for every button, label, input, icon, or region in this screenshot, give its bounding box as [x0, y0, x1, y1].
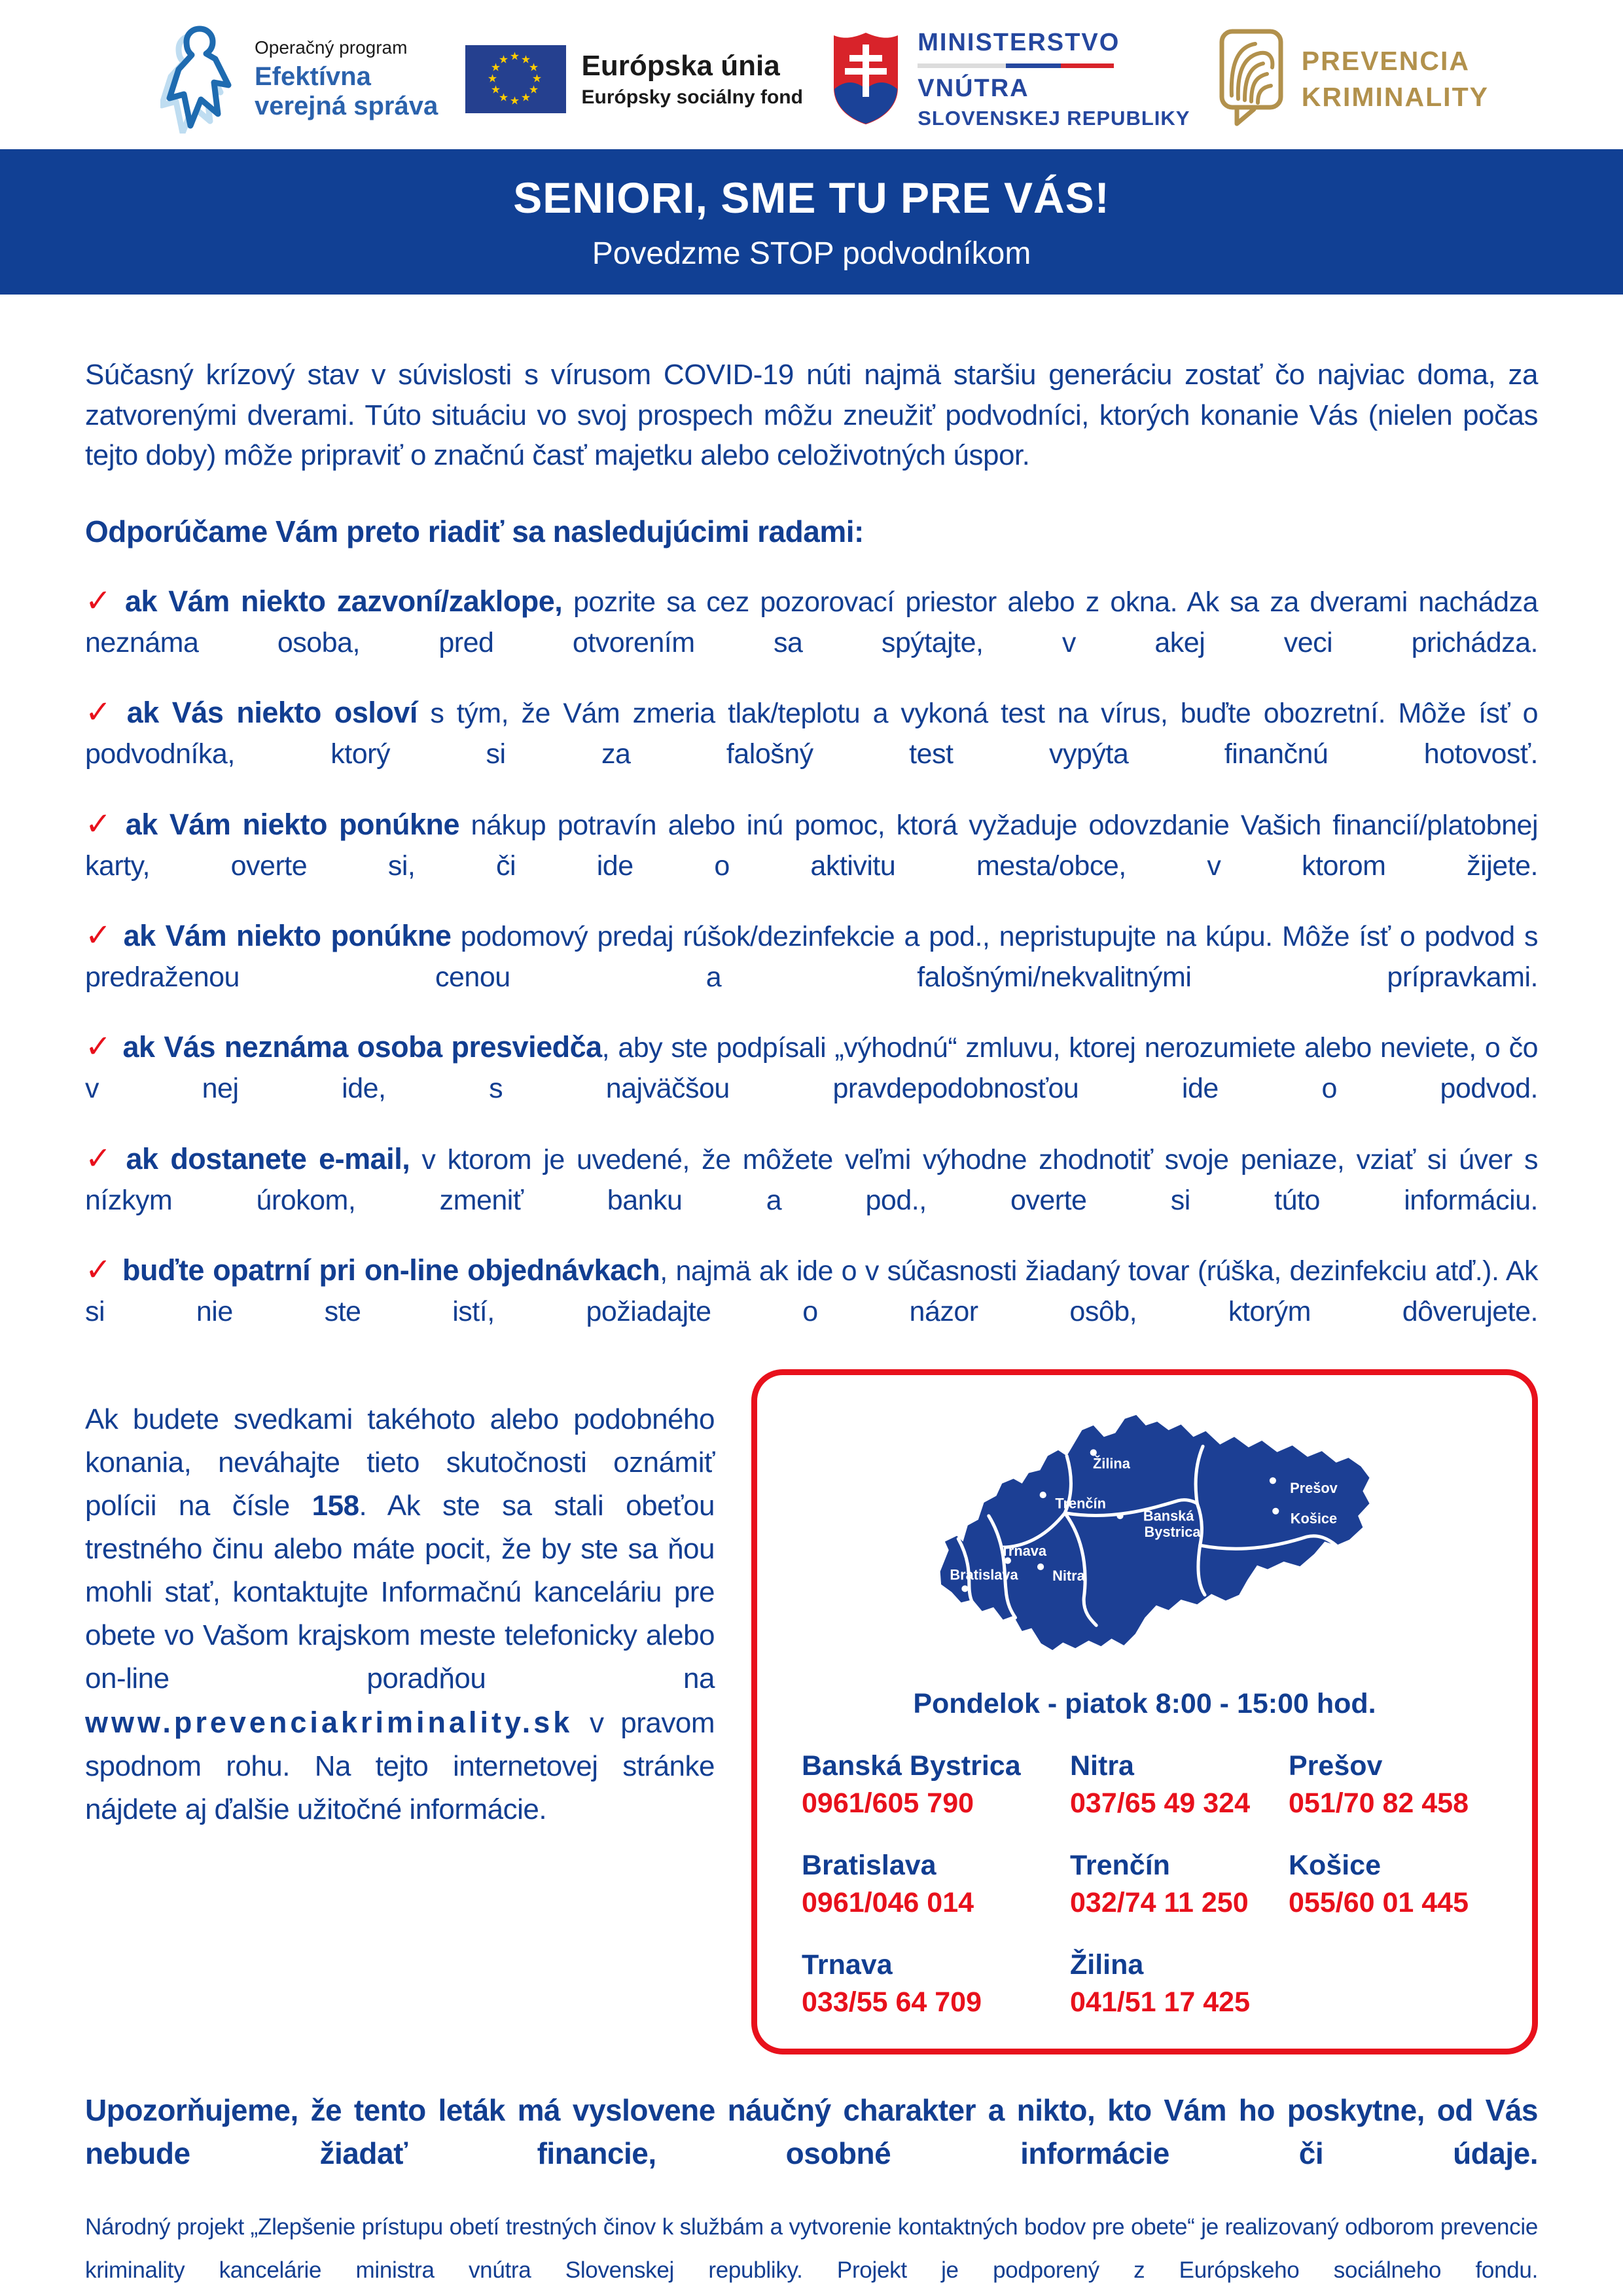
eu-text: [582, 50, 803, 109]
slovak-crest-icon: [830, 29, 902, 130]
contact-entry: [802, 1750, 1050, 1820]
contact-city: Trenčín: [1070, 1849, 1170, 1881]
advice-item: [85, 1025, 1538, 1108]
operational-program-logo: [160, 22, 438, 137]
map-city-label: Košice: [1290, 1511, 1337, 1528]
advice-item: [85, 579, 1538, 662]
contact-city: Banská Bystrica: [802, 1749, 1021, 1782]
eu-star-icon: ★: [520, 53, 531, 66]
contact-phone: 033/55 64 709: [802, 1986, 982, 2018]
logo-strip: [0, 0, 1623, 149]
map-city-label: Žilina: [1092, 1455, 1130, 1472]
contact-phone: 0961/046 014: [802, 1886, 974, 1918]
advice-item-lead: ak Vás neznáma osoba presviedča: [122, 1030, 602, 1064]
contact-city: Trnava: [802, 1948, 893, 1981]
report-text: Ak budete svedkami takéhoto alebo podobného konania, neváhajte tieto skutočnosti oznámiť polícii na čísle: [85, 1403, 715, 1522]
contact-entry: [1070, 1949, 1269, 2018]
tricolor-blue: [1006, 63, 1061, 68]
bottom-columns: [85, 1369, 1538, 2054]
eu-star-icon: ★: [487, 72, 498, 85]
contact-entry: [1070, 1850, 1269, 1919]
contact-entry: [1289, 1850, 1488, 1919]
advice-item-text: podomový predaj rúšok/dezinfekcie a pod., nepristupujte na kúpu. Môže ísť o podvod s predraženou cenou a falošnými/nekvalitnými prípravkami.: [85, 920, 1539, 994]
map-city-label: Prešov: [1289, 1480, 1338, 1497]
advice-item: [85, 802, 1538, 886]
contact-phone: 041/51 17 425: [1070, 1986, 1250, 2018]
office-hours: Pondelok - piatok 8:00 - 15:00 hod.: [913, 1687, 1376, 1719]
map-city-dot: [1037, 1564, 1044, 1570]
warning-paragraph: Upozorňujeme, že tento leták má vyslovene náučný charakter a nikto, kto Vám ho poskytne, od Vás nebude žiadať financie, osobné informácie či údaje.: [85, 2092, 1538, 2171]
map-city-label: Trnava: [1000, 1543, 1046, 1560]
check-icon: ✓: [85, 1253, 113, 1288]
contact-entry: [1289, 1750, 1488, 1820]
content: [0, 355, 1623, 2293]
contact-city: Nitra: [1070, 1749, 1134, 1782]
report-url: www.prevenciakriminality.sk: [85, 1706, 573, 1740]
tricolor-divider: [918, 63, 1114, 68]
check-icon: ✓: [85, 1141, 116, 1176]
banner-title: SENIORI, SME TU PRE VÁS!: [513, 173, 1110, 222]
map-city-dot: [961, 1586, 968, 1592]
contact-city: Košice: [1289, 1849, 1382, 1881]
prevencia-line2: KRIMINALITY: [1301, 82, 1489, 112]
map-city-label: Nitra: [1052, 1568, 1085, 1585]
advice-item-text: , najmä ak ide o v súčasnosti žiadaný tovar (rúška, dezinfekciu atď.). Ak si nie ste istí, požiadajte o názor osôb, ktorým dôverujete.: [85, 1255, 1538, 1328]
eu-flag-icon: [465, 45, 566, 113]
eu-star-icon: ★: [498, 53, 509, 66]
contact-info-box: [751, 1369, 1538, 2054]
eu-star-icon: ★: [509, 94, 520, 107]
map-city-dot: [1272, 1508, 1279, 1515]
advice-item-text: nákup potravín alebo inú pomoc, ktorá vyžaduje odovzdanie Vašich financií/platobnej karty, overte si, či ide o aktivitu mesta/obce, v ktorom žijete.: [85, 809, 1539, 882]
map-city-label: Banská: [1143, 1507, 1194, 1524]
eu-star-icon: ★: [520, 91, 531, 104]
map-city-dot: [1039, 1492, 1046, 1498]
advice-item-lead: buďte opatrní pri on-line objednávkach: [122, 1253, 660, 1287]
person-star-icon: [160, 22, 239, 137]
check-icon: ✓: [85, 695, 116, 730]
intro-paragraph: Súčasný krízový stav v súvislosti s vírusom COVID-19 núti najmä staršiu generáciu zostať čo najviac doma, za zatvorenými dverami. Túto situáciu vo svoj prospech môžu zneužiť podvodníci, ktorých konanie Vás (nielen počas tejto doby) môže pripraviť o značnú časť majetku alebo celoživotných úspor.: [85, 359, 1538, 472]
report-text: v pravom spodnom rohu. Na tejto internetovej stránke nájdete aj ďalšie užitočné informácie.: [85, 1707, 715, 1826]
contact-phone: 055/60 01 445: [1289, 1886, 1469, 1918]
contact-city: Prešov: [1289, 1749, 1383, 1782]
eu-star-icon: ★: [498, 91, 509, 104]
contact-city: Bratislava: [802, 1849, 936, 1881]
op-line3: verejná správa: [255, 92, 438, 120]
contact-entry: [802, 1850, 1050, 1919]
eu-star-icon: ★: [490, 61, 501, 74]
advice-heading: Odporúčame Vám preto riadiť sa nasledujúcimi radami:: [85, 514, 864, 548]
op-line2: Efektívna: [255, 62, 371, 92]
eu-logo: [465, 45, 803, 113]
advice-item-text: pozrite sa cez pozorovací priestor alebo z okna. Ak sa za dverami nachádza neznáma osoba, pred otvorením sa spýtajte, v akej veci prichádza.: [85, 586, 1538, 658]
prevencia-line1: PREVENCIA: [1301, 45, 1470, 76]
emergency-number: 158: [312, 1490, 359, 1522]
map-city-label: Bystrica: [1144, 1524, 1201, 1541]
advice-item: [85, 1137, 1538, 1220]
eu-star-icon: ★: [531, 72, 543, 85]
banner-subtitle: Povedzme STOP podvodníkom: [592, 236, 1031, 271]
eu-star-icon: ★: [528, 83, 539, 96]
contact-phone: 051/70 82 458: [1289, 1787, 1469, 1819]
contact-entry: [802, 1949, 1050, 2018]
map-city-label: Bratislava: [950, 1566, 1018, 1583]
operational-program-text: [255, 37, 438, 121]
advice-item-lead: ak Vám niekto zazvoní/zaklope,: [124, 584, 563, 618]
check-icon: ✓: [85, 806, 115, 842]
map-city-dot: [1116, 1513, 1123, 1519]
ministry-line2: VNÚTRA: [918, 74, 1029, 102]
ministry-line3: SLOVENSKEJ REPUBLIKY: [918, 106, 1190, 130]
map-city-label: Trenčín: [1055, 1495, 1106, 1512]
eu-title: Európska únia: [581, 50, 780, 82]
prevencia-kriminality-logo: [1217, 27, 1489, 132]
advice-item-text: v ktorom je uvedené, že môžete veľmi výhodne zhodnotiť svoje peniaze, vziať si úver s nízkym úrokom, zmeniť banku a pod., overte si túto informáciu.: [85, 1143, 1538, 1216]
advice-item-text: , aby ste podpísali „výhodnú“ zmluvu, ktorej nerozumiete alebo neviete, o čo v nej ide, s najväčšou pravdepodobnosťou ide o podvod.: [85, 1032, 1538, 1105]
contact-phone: 0961/605 790: [802, 1787, 974, 1819]
report-paragraph: [85, 1398, 715, 1831]
contact-phone: 037/65 49 324: [1070, 1787, 1250, 1819]
advice-item: [85, 914, 1538, 997]
ministry-text: [918, 29, 1190, 130]
advice-item-lead: ak Vám niekto ponúkne: [125, 807, 460, 841]
eu-star-icon: ★: [490, 83, 501, 96]
slovakia-map: [912, 1403, 1378, 1669]
eu-subtitle: Európsky sociálny fond: [581, 86, 803, 108]
advice-item-lead: ak Vám niekto ponúkne: [123, 918, 452, 952]
fingerprint-bubble-icon: [1217, 27, 1286, 132]
eu-star-icon: ★: [528, 61, 539, 74]
ministry-line1: MINISTERSTVO: [918, 28, 1120, 56]
ministry-logo: [830, 29, 1190, 130]
advice-item: [85, 691, 1538, 774]
report-text: . Ak ste sa stali obeťou trestného činu alebo máte pocit, že by ste sa ňou mohli stať, kontaktujte Informačnú kanceláriu pre obete vo Vašom krajskom meste telefonicky alebo on-line poradňou na: [85, 1490, 715, 1695]
prevencia-text: [1302, 43, 1489, 116]
check-icon: ✓: [85, 918, 113, 953]
advice-item-lead: ak Vás niekto osloví: [126, 696, 418, 730]
check-icon: ✓: [85, 1030, 113, 1065]
eu-star-icon: ★: [509, 50, 520, 63]
title-banner: [0, 149, 1623, 295]
contact-entry: [1070, 1750, 1269, 1820]
op-line1: Operačný program: [255, 37, 408, 58]
advice-item: [85, 1248, 1538, 1331]
advice-item-lead: ak dostanete e-mail,: [126, 1141, 410, 1175]
advice-item-text: s tým, že Vám zmeria tlak/teplotu a vykoná test na vírus, buďte obozretní. Môže ísť o podvodníka, ktorý si za falošný test vypýta finančnú hotovosť.: [85, 698, 1538, 770]
tricolor-white: [918, 63, 1006, 68]
contact-city: Žilina: [1070, 1948, 1144, 1981]
contact-grid: [802, 1750, 1488, 2018]
footer-paragraph: Národný projekt „Zlepšenie prístupu obetí trestných činov k službám a vytvorenie kontaktných bodov pre obete“ je realizovaný odborom prevencie kriminality kancelárie ministra vnútra Slovenskej republiky. Projekt je podporený z Európskeho sociálneho fondu.: [85, 2214, 1538, 2284]
map-city-dot: [1270, 1478, 1276, 1484]
check-icon: ✓: [85, 583, 115, 619]
tricolor-red: [1061, 63, 1114, 68]
contact-phone: 032/74 11 250: [1070, 1886, 1249, 1918]
map-wrap: [912, 1403, 1378, 1669]
